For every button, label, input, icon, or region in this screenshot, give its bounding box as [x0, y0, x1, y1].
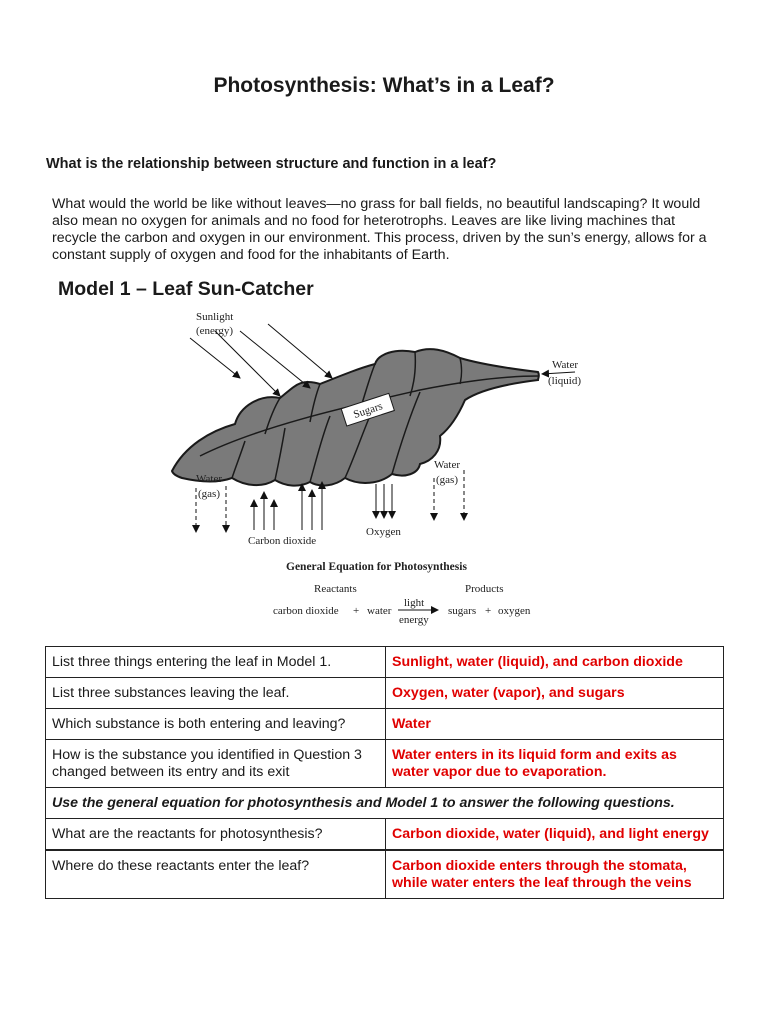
instruction-text: Use the general equation for photosynthesis and Model 1 to answer the following questions. — [46, 788, 724, 819]
question-table — [45, 646, 724, 899]
table-row — [46, 647, 724, 678]
label-energy: (energy) — [196, 325, 234, 337]
eq-energy: energy — [399, 614, 429, 626]
water-in-arrow — [542, 372, 575, 374]
label-gas-left: (gas) — [198, 488, 220, 500]
model-title: Model 1 – Leaf Sun-Catcher — [58, 278, 314, 300]
question-cell: Which substance is both entering and leaving? — [46, 709, 386, 740]
answer-cell: Water enters in its liquid form and exits as water vapor due to evaporation. — [386, 740, 724, 788]
answer-cell: Carbon dioxide enters through the stomata, while water enters the leaf through the veins — [386, 850, 724, 899]
question-cell: How is the substance you identified in Question 3 changed between its entry and its exit — [46, 740, 386, 788]
eq-oxygen: oxygen — [498, 605, 531, 617]
products-label: Products — [465, 583, 504, 595]
label-gas-right: (gas) — [436, 474, 458, 486]
answer-cell: Carbon dioxide, water (liquid), and light energy — [386, 819, 724, 851]
eq-carbon-dioxide: carbon dioxide — [273, 605, 339, 617]
reactants-label: Reactants — [314, 583, 357, 595]
answer-cell: Water — [386, 709, 724, 740]
label-sunlight: Sunlight — [196, 311, 234, 323]
table-row — [46, 740, 724, 788]
label-water-gas-left: Water — [196, 473, 222, 485]
label-water-liquid: Water — [552, 359, 578, 371]
eq-water: water — [367, 605, 392, 617]
label-liquid: (liquid) — [548, 375, 581, 387]
question-cell: List three substances leaving the leaf. — [46, 678, 386, 709]
answer-cell: Oxygen, water (vapor), and sugars — [386, 678, 724, 709]
eq-sugars: sugars — [448, 605, 477, 617]
oxygen-out-arrows — [376, 484, 392, 518]
section-question: What is the relationship between structure and function in a leaf? — [46, 156, 497, 172]
instruction-row — [46, 788, 724, 819]
question-cell: List three things entering the leaf in Model 1. — [46, 647, 386, 678]
table-row — [46, 819, 724, 851]
page-title: Photosynthesis: What’s in a Leaf? — [213, 74, 555, 97]
question-cell: Where do these reactants enter the leaf? — [46, 850, 386, 899]
answer-cell: Sunlight, water (liquid), and carbon dioxide — [386, 647, 724, 678]
label-water-gas-right: Water — [434, 459, 460, 471]
co2-in-arrows — [254, 482, 322, 530]
label-oxygen: Oxygen — [366, 526, 401, 538]
eq-plus-2: + — [485, 605, 492, 617]
table-row — [46, 678, 724, 709]
question-cell: What are the reactants for photosynthesis? — [46, 819, 386, 851]
eq-plus-1: + — [353, 605, 360, 617]
equation-heading: General Equation for Photosynthesis — [286, 561, 467, 573]
eq-light: light — [404, 597, 425, 609]
leaf-diagram — [170, 306, 600, 641]
svg-text:Sugars: Sugars — [352, 400, 385, 421]
table-row — [46, 709, 724, 740]
table-row — [46, 850, 724, 899]
label-carbon-dioxide: Carbon dioxide — [248, 535, 317, 547]
intro-paragraph: What would the world be like without leaves—no grass for ball fields, no beautiful landscaping? It would also mean no oxygen for animals and no food for heterotrophs. Leaves are like living machines that recycle the carbon and oxygen in our environment. This process, driven by the sun’s energy, allows for a constant supply of oxygen and food for the inhabitants of Earth. — [52, 196, 707, 263]
